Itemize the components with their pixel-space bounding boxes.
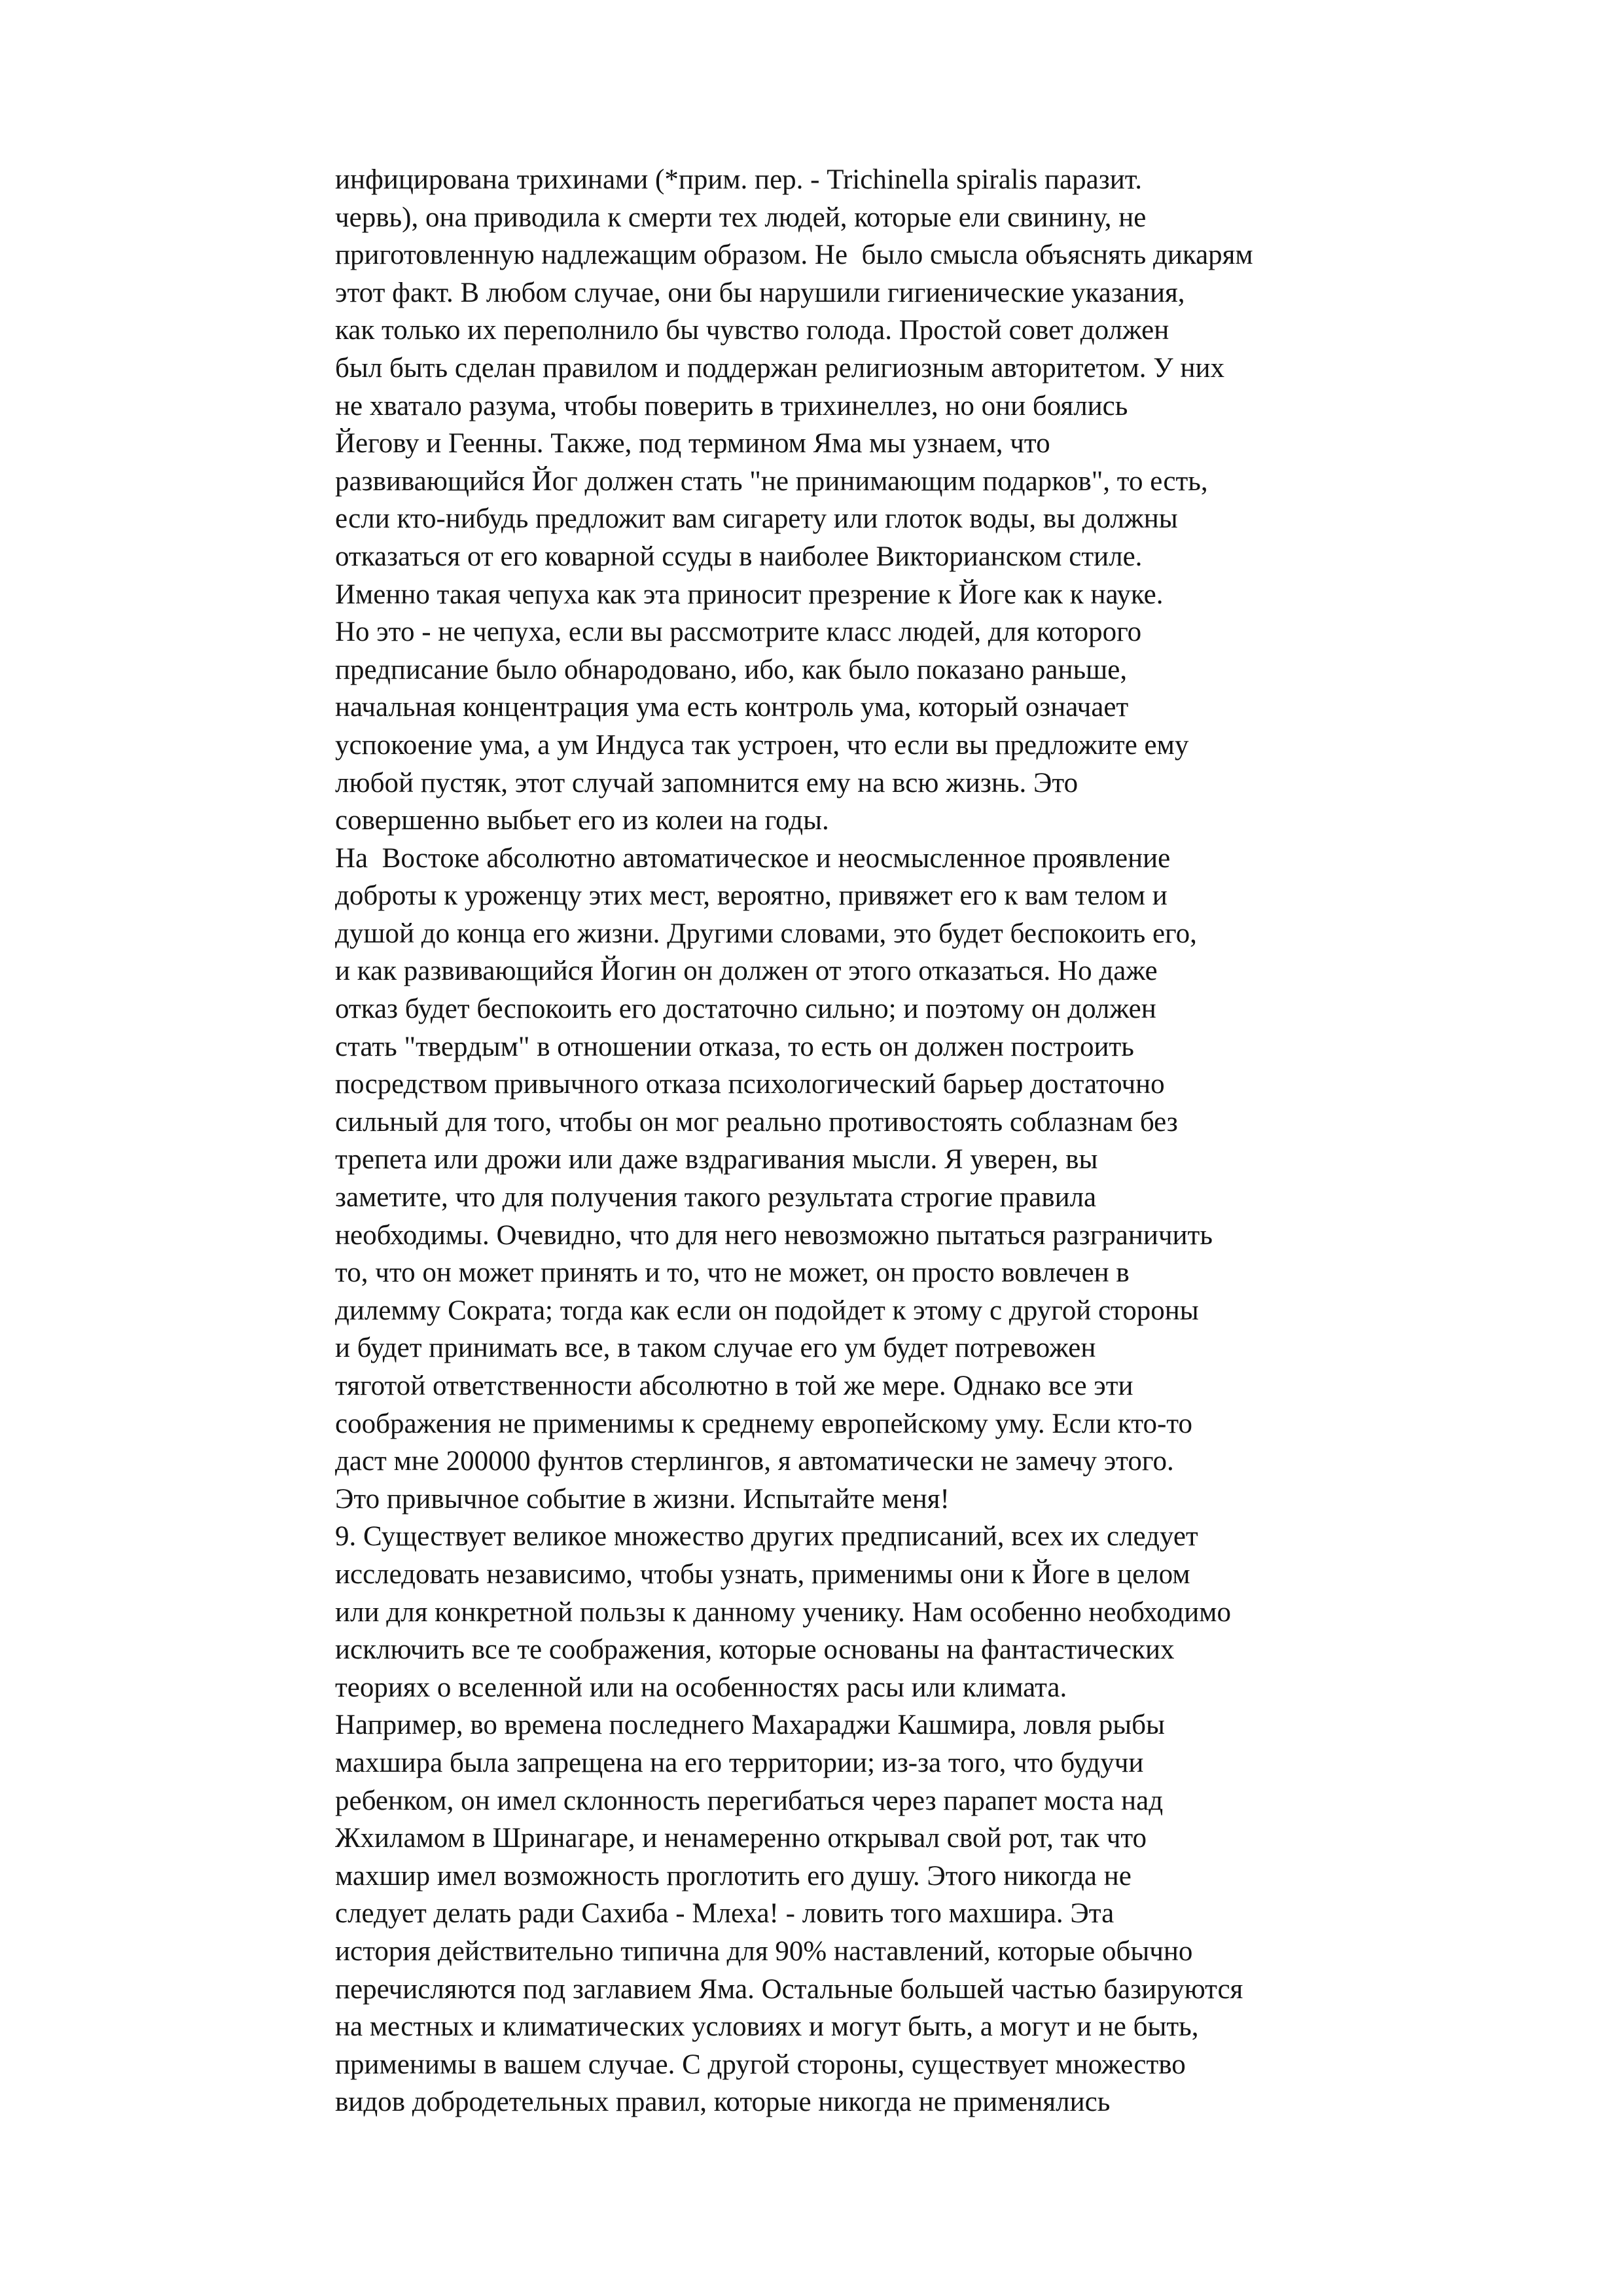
text-line: Именно такая чепуха как эта приносит презрение к Йоге как к науке. xyxy=(335,579,1164,610)
text-line: трепета или дрожи или даже вздрагивания мысли. Я уверен, вы xyxy=(335,1144,1098,1175)
text-line: теориях о вселенной или на особенностях расы или климата. xyxy=(335,1672,1067,1703)
text-line: ребенком, он имел склонность перегибаться через парапет моста над xyxy=(335,1785,1164,1816)
text-line: махшир имел возможность проглотить его душу. Этого никогда не xyxy=(335,1860,1132,1892)
text-line: инфицирована трихинами (*прим. пер. - Trichinella spiralis паразит. xyxy=(335,164,1143,195)
text-line: Но это - не чепуха, если вы рассмотрите класс людей, для которого xyxy=(335,617,1142,648)
text-line: соображения не применимы к среднему европейскому уму. Если кто-то xyxy=(335,1408,1192,1439)
text-line: 9. Существует великое множество других предписаний, всех их следует xyxy=(335,1521,1198,1552)
text-line: приготовленную надлежащим образом. Не было смысла объяснять дикарям xyxy=(335,240,1253,271)
text-line: как только их переполнило бы чувство голода. Простой совет должен xyxy=(335,315,1169,346)
text-line: тяготой ответственности абсолютно в той же мере. Однако все эти xyxy=(335,1371,1133,1401)
text-line: Йегову и Геенны. Также, под термином Яма мы узнаем, что xyxy=(335,428,1050,459)
text-line: или для конкретной пользы к данному ученику. Нам особенно необходимо xyxy=(335,1596,1231,1628)
text-line: любой пустяк, этот случай запомнится ему на всю жизнь. Это xyxy=(335,767,1079,798)
text-line: на местных и климатических условиях и могут быть, а могут и не быть, xyxy=(335,2011,1199,2043)
text-line: то, что он может принять и то, что не может, он просто вовлечен в xyxy=(335,1257,1130,1289)
text-line: заметите, что для получения такого результата строгие правила xyxy=(335,1182,1097,1213)
text-line: исключить все те соображения, которые основаны на фантастических xyxy=(335,1634,1175,1666)
text-line: доброты к уроженцу этих мест, вероятно, привяжет его к вам телом и xyxy=(335,880,1168,912)
text-line: предписание было обнародовано, ибо, как было показано раньше, xyxy=(335,654,1128,685)
text-line: история действительно типична для 90% наставлений, которые обычно xyxy=(335,1935,1193,1967)
text-line: отказаться от его коварной ссуды в наиболее Викторианском стиле. xyxy=(335,541,1143,572)
text-line: дилемму Сократа; тогда как если он подойдет к этому с другой стороны xyxy=(335,1295,1199,1326)
text-line: душой до конца его жизни. Другими словами, это будет беспокоить его, xyxy=(335,918,1197,949)
text-line: применимы в вашем случае. С другой стороны, существует множество xyxy=(335,2049,1186,2080)
text-line: Например, во времена последнего Махараджи Кашмира, ловля рыбы xyxy=(335,1710,1165,1741)
text-line: следует делать ради Сахиба - Млеха! - ловить того махшира. Эта xyxy=(335,1898,1115,1929)
text-line: и будет принимать все, в таком случае его ум будет потревожен xyxy=(335,1333,1096,1364)
text-line xyxy=(335,2121,1448,2159)
text-line: не хватало разума, чтобы поверить в трихинеллез, но они боялись xyxy=(335,390,1128,422)
text-line: успокоение ума, а ум Индуса так устроен, что если вы предложите ему xyxy=(335,729,1189,761)
text-line: махшира была запрещена на его территории; из-за того, что будучи xyxy=(335,1747,1144,1778)
text-line: этот факт. В любом случае, они бы нарушили гигиенические указания, xyxy=(335,277,1185,308)
text-line: развивающийся Йог должен стать "не принимающим подарков", то есть, xyxy=(335,465,1208,497)
text-line: отказ будет беспокоить его достаточно сильно; и поэтому он должен xyxy=(335,994,1156,1025)
text-line: даст мне 200000 фунтов стерлингов, я автоматически не замечу этого. xyxy=(335,1446,1174,1477)
text-line: совершенно выбьет его из колеи на годы. xyxy=(335,805,829,836)
text-line: червь), она приводила к смерти тех людей, которые ели свинину, не xyxy=(335,202,1147,233)
text-line: был быть сделан правилом и поддержан религиозным авторитетом. У них xyxy=(335,352,1225,384)
text-line: исследовать независимо, чтобы узнать, применимы они к Йоге в целом xyxy=(335,1558,1190,1590)
text-line: если кто-нибудь предложит вам сигарету или глоток воды, вы должны xyxy=(335,503,1178,535)
text-line: На Востоке абсолютно автоматическое и неосмысленное проявление xyxy=(335,842,1171,874)
text-line: стать "твердым" в отношении отказа, то есть он должен построить xyxy=(335,1031,1134,1062)
text-line: сильный для того, чтобы он мог реально противостоять соблазнам без xyxy=(335,1106,1178,1138)
text-line: Жхиламом в Шринагаре, и ненамеренно открывал свой рот, так что xyxy=(335,1823,1147,1854)
text-line: видов добродетельных правил, которые никогда не применялись xyxy=(335,2087,1111,2118)
body-text xyxy=(335,161,1448,2159)
text-line: Это привычное событие в жизни. Испытайте меня! xyxy=(335,1483,950,1515)
text-line: начальная концентрация ума есть контроль ума, который означает xyxy=(335,692,1129,723)
text-line: и как развивающийся Йогин он должен от этого отказаться. Но даже xyxy=(335,956,1158,987)
text-line: необходимы. Очевидно, что для него невозможно пытаться разграничить xyxy=(335,1219,1213,1251)
text-line: посредством привычного отказа психологический барьер достаточно xyxy=(335,1069,1165,1100)
text-line: перечисляются под заглавием Яма. Остальные большей частью базируются xyxy=(335,1973,1243,2005)
